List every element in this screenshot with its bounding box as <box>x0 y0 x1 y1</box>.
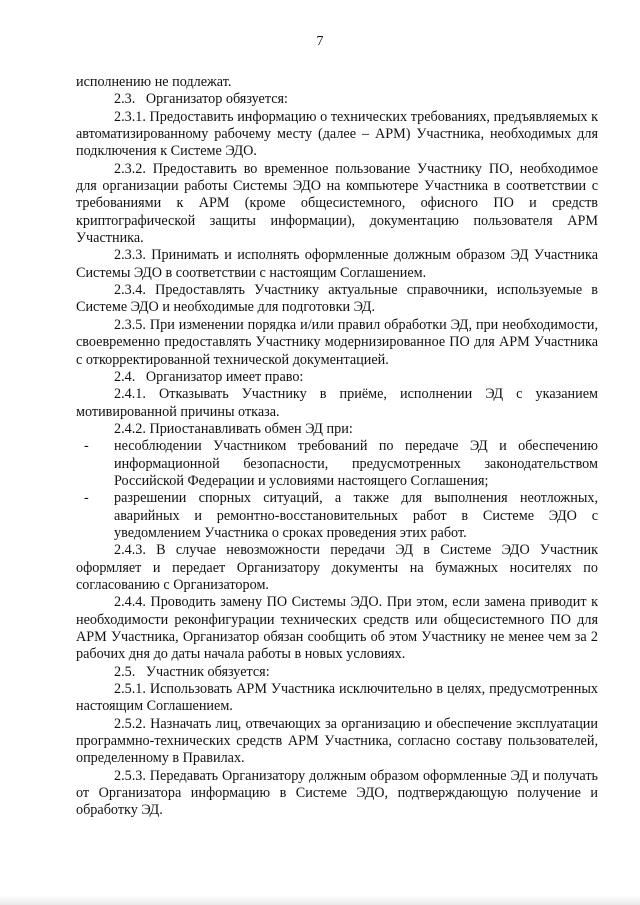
list-item-text: разрешении спорных ситуаций, а также для выполнения неотложных, аварийных и ремонтно-восстановительных работ в Системе ЭДО с уведомлением Участника о сроках проведения этих работ. <box>114 490 598 541</box>
clause-2-3-4: 2.3.4. Предоставлять Участнику актуальные справочники, используемые в Системе ЭДО и необходимые для подготовки ЭД. <box>76 282 598 316</box>
paragraph-continuation: исполнению не подлежат. <box>76 74 232 90</box>
document-body <box>76 74 598 820</box>
list-item-text: несоблюдении Участником требований по передаче ЭД и обеспечению информационной безопасности, предусмотренных законодательством Российской Федерации и условиями настоящего Соглашения; <box>114 438 598 489</box>
bullet-dash: - <box>84 438 89 455</box>
section-heading-2-5: 2.5. Участник обязуется: <box>114 663 270 680</box>
clause-2-5-3: 2.5.3. Передавать Организатору должным образом оформленные ЭД и получать от Организатора информацию в Системе ЭДО, подтверждающую получение и обработку ЭД. <box>76 767 598 819</box>
list-item <box>76 438 598 490</box>
clause-2-3-1: 2.3.1. Предоставить информацию о технических требованиях, предъявляемых к автоматизированному рабочему месту (далее – АРМ) Участника, необходимых для подключения к Системе ЭДО. <box>76 108 598 160</box>
clause-2-4-1: 2.4.1. Отказывать Участнику в приёме, исполнении ЭД с указанием мотивированной причины отказа. <box>76 386 598 420</box>
list-item <box>76 490 598 542</box>
bullet-dash: - <box>84 490 89 507</box>
page-number: 7 <box>316 34 324 49</box>
clause-2-4-2: 2.4.2. Приостанавливать обмен ЭД при: <box>114 420 353 437</box>
clause-2-3-3: 2.3.3. Принимать и исполнять оформленные должным образом ЭД Участника Системы ЭДО в соответствии с настоящим Соглашением. <box>76 247 598 281</box>
clause-2-4-4: 2.4.4. Проводить замену ПО Системы ЭДО. При этом, если замена приводит к необходимости реконфигурации технических средств или общесистемного ПО для АРМ Участника, Организатор обязан сообщить об этом Участнику не менее чем за 2 рабочих дня до даты начала работы в новых условиях. <box>76 594 598 663</box>
clause-2-3-2: 2.3.2. Предоставить во временное пользование Участнику ПО, необходимое для организации работы Системы ЭДО на компьютере Участника в соответствии с требованиями к АРМ (кроме общесистемного, офисного ПО и средств криптографической защиты информации), документацию пользователя АРМ Участника. <box>76 160 598 247</box>
clause-2-4-3: 2.4.3. В случае невозможности передачи ЭД в Системе ЭДО Участник оформляет и передает Организатору документы на бумажных носителях по согласованию с Организатором. <box>76 542 598 593</box>
clause-2-5-1: 2.5.1. Использовать АРМ Участника исключительно в целях, предусмотренных настоящим Соглашением. <box>76 681 598 715</box>
scan-edge-shadow <box>0 895 640 905</box>
section-heading-2-4: 2.4. Организатор имеет право: <box>114 368 304 385</box>
clause-2-5-2: 2.5.2. Назначать лиц, отвечающих за организацию и обеспечение эксплуатации программно-технических средств АРМ Участника, согласно составу пользователей, определенному в Правилах. <box>76 715 598 767</box>
section-heading-2-3: 2.3. Организатор обязуется: <box>114 91 288 108</box>
clause-2-3-5: 2.3.5. При изменении порядка и/или правил обработки ЭД, при необходимости, своевременно предоставлять Участнику модернизированное ПО для АРМ Участника с откорректированной технической документацией. <box>76 316 598 368</box>
